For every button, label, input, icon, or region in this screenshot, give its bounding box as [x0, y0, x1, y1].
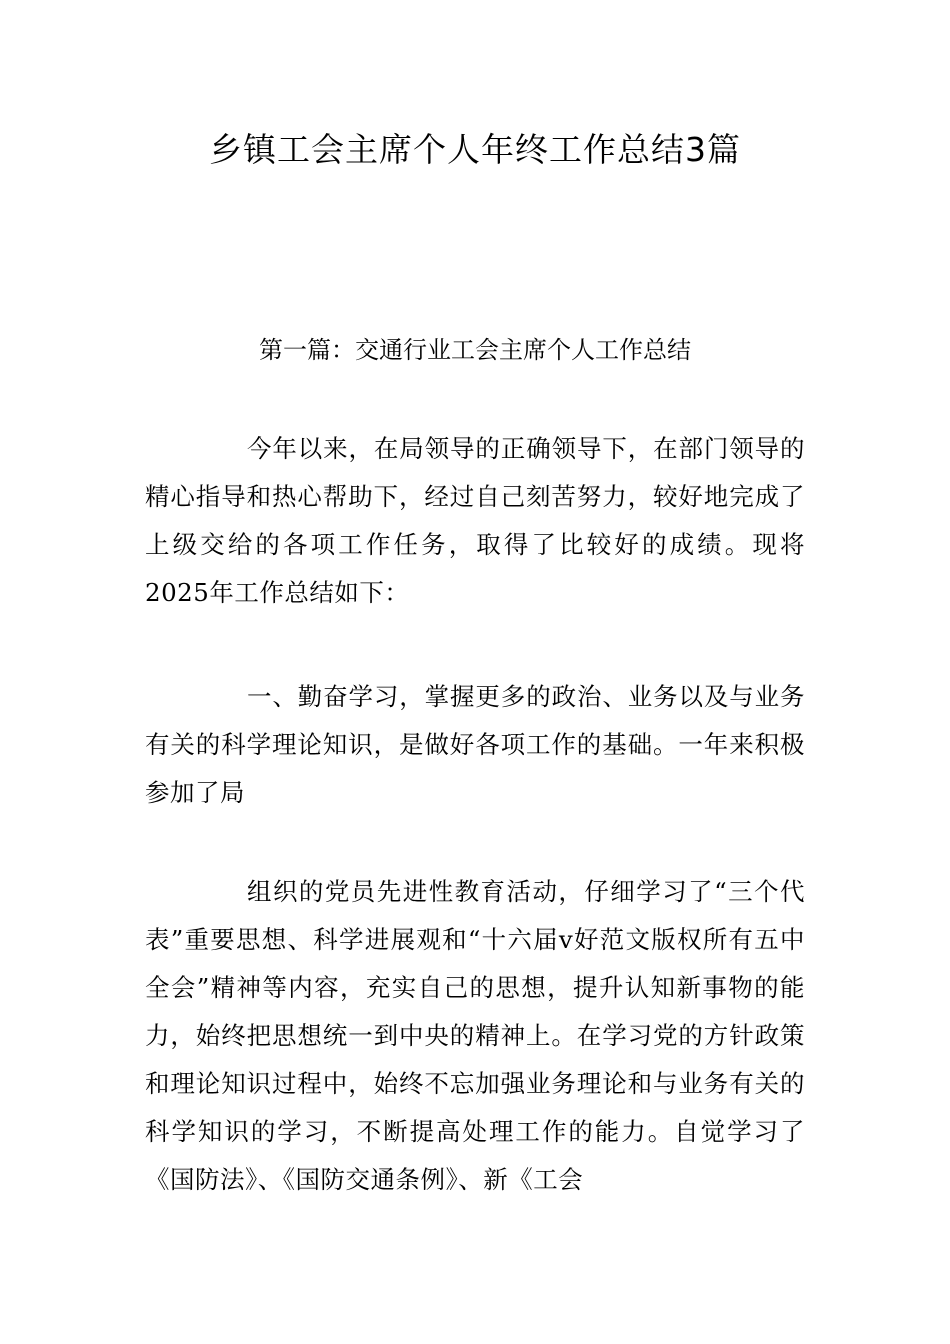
document-title: 乡镇工会主席个人年终工作总结3篇 — [209, 130, 741, 169]
body-paragraph: 一、勤奋学习，掌握更多的政治、业务以及与业务有关的科学理论知识，是做好各项工作的基础。一年来积极参加了局 — [145, 682, 805, 807]
body-paragraph: 组织的党员先进性教育活动，仔细学习了“三个代表”重要思想、科学进展观和“十六届v好范文版权所有五中全会”精神等内容，充实自己的思想，提升认知新事物的能力，始终把思想统一到中央的精神上。在学习党的方针政策和理论知识过程中，始终不忘加强业务理论和与业务有关的科学知识的学习，不断提高处理工作的能力。自觉学习了《国防法》、《国防交通条例》、新《工会 — [145, 877, 805, 1194]
body-paragraph: 今年以来，在局领导的正确领导下，在部门领导的精心指导和热心帮助下，经过自己刻苦努力，较好地完成了上级交给的各项工作任务，取得了比较好的成绩。现将2025年工作总结如下： — [145, 434, 805, 607]
section-heading: 第一篇：交通行业工会主席个人工作总结 — [259, 336, 691, 364]
